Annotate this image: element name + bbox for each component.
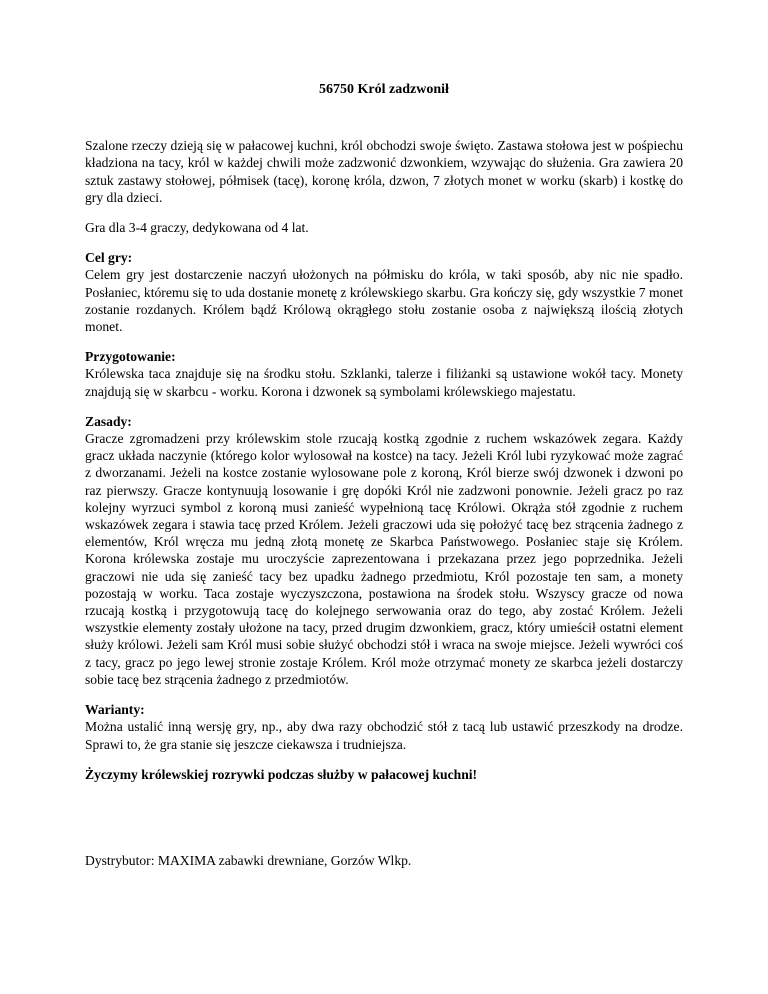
distributor-line: Dystrybutor: MAXIMA zabawki drewniane, Gorzów Wlkp. [85,852,412,868]
section-heading-setup: Przygotowanie: [85,349,176,365]
section-heading-variants: Warianty: [85,702,145,718]
section-body-variants: Można ustalić inną wersję gry, np., aby dwa razy obchodzić stół z tacą lub ustawić przeszkody na drodze. Sprawi to, że gra stanie się jeszcze ciekawsza i trudniejsza. [85,719,683,752]
document-title: 56750 Król zadzwonił [319,82,449,97]
section-heading-rules: Zasady: [85,413,132,429]
players-note: Gra dla 3-4 graczy, dedykowana od 4 lat. [85,220,309,236]
section-variants [85,701,683,753]
section-rules [85,413,683,688]
section-setup [85,348,683,400]
section-body-rules: Gracze zgromadzeni przy królewskim stole rzucają kostką zgodnie z ruchem wskazówek zegara. Każdy gracz układa naczynie (którego kolor wylosował na kostce) na tacy. Jeżeli Król lubi ryzykować może zagrać z dworzanami. Jeżeli na kostce zostanie wylosowane pole z koroną, Król bierze swój dzwonek i dzwoni po raz pierwszy. Gracze kontynuują losowanie i grę dopóki Król nie zadzwoni ponownie. Jeżeli gracz po raz kolejny wyrzuci symbol z koroną musi zanieść wypełnioną tacę Królowi. Okrąża stół zgodnie z ruchem wskazówek zegara i stawia tacę przed Królem. Jeżeli graczowi uda się położyć tacę bez strącenia żadnego z elementów, Król wręcza mu jedną złotą monetę ze Skarbca Państwowego. Posłaniec staje się Królem. Korona królewska zostaje mu uroczyście zaprezentowana i przekazana przez jego poprzednika. Jeżeli graczowi nie uda się zanieść tacy bez upadku żadnego przedmiotu, Król pozostaje ten sam, a monety pozostają w worku. Taca zostaje wyczyszczona, postawiona na środek stołu. Wszyscy gracze od nowa rzucają kostką i przygotowują tacę do kolejnego serwowania oraz do tego, aby zostać Królem. Jeżeli wszystkie elementy zostały ułożone na tacy, przed drugim dzwonkiem, gracz, który umieścił ostatni element służy królowi. Jeżeli sam Król musi sobie służyć obchodzi stół i wraca na swoje miejsce. Jeżeli wywróci coś z tacy, gracz po jego lewej stronie zostaje Królem. Król może otrzymać monety ze skarbca jeżeli dostarczy sobie tacę bez strącenia żadnego z przedmiotów. [85,431,683,687]
section-heading-goal: Cel gry: [85,250,133,266]
closing-note: Życzymy królewskiej rozrywki podczas służby w pałacowej kuchni! [85,766,478,782]
section-body-setup: Królewska taca znajduje się na środku stołu. Szklanki, talerze i filiżanki są ustawione wokół tacy. Monety znajdują się w skarbcu - worku. Korona i dzwonek są symbolami królewskiego majestatu. [85,366,683,399]
section-goal [85,249,683,335]
intro-paragraph: Szalone rzeczy dzieją się w pałacowej kuchni, król obchodzi swoje święto. Zastawa stołowa jest w pośpiechu kładziona na tacy, król w każdej chwili może zadzwonić dzwonkiem, wzywając do służenia. Gra zawiera 20 sztuk zastawy stołowej, półmisek (tacę), koronę króla, dzwon, 7 złotych monet w worku (skarb) i kostkę do gry dla dzieci. [85,138,683,205]
section-body-goal: Celem gry jest dostarczenie naczyń ułożonych na półmisku do króla, w taki sposób, aby nic nie spadło. Posłaniec, któremu się to uda dostanie monetę z królewskiego skarbu. Gra kończy się, gdy wszystkie 7 monet zostanie rozdanych. Królem bądź Królową okrągłego stołu zostanie osoba z największą ilością złotych monet. [85,267,683,335]
